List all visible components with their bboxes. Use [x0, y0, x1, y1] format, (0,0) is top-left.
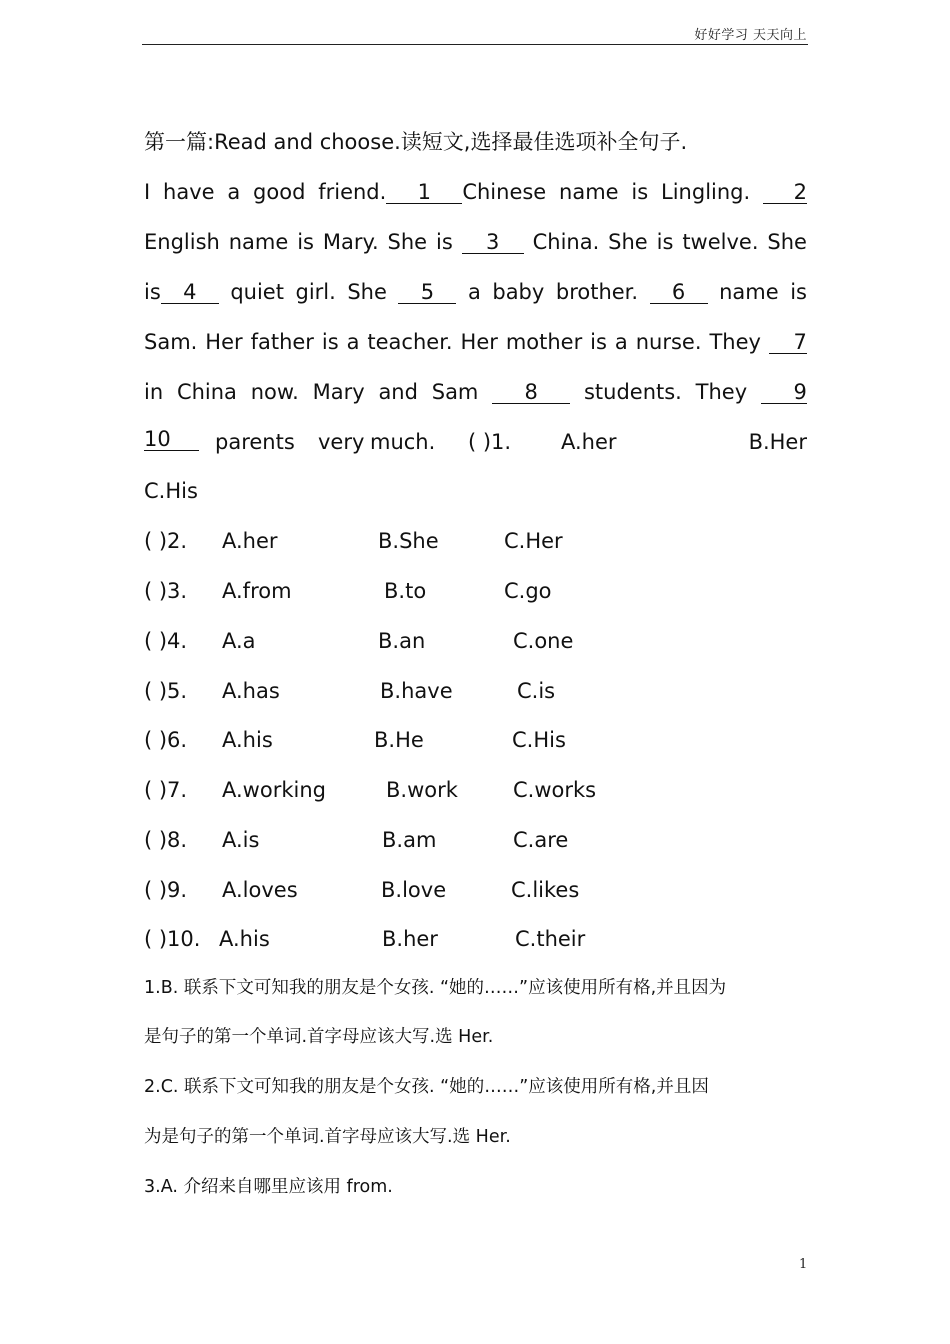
word: Lingling. [661, 180, 751, 204]
blank-6: 6 [650, 281, 708, 304]
question-number: ( )3. [144, 579, 188, 603]
passage-line [144, 228, 807, 256]
option-b: B.love [381, 878, 447, 902]
header-text: 好好学习 天天向上 [694, 28, 807, 43]
question-number: ( )6. [144, 728, 188, 752]
header-rule [142, 44, 808, 45]
option-b: B.have [380, 679, 453, 703]
word: name [228, 230, 289, 254]
passage-line [144, 378, 807, 406]
question-number: ( )4. [144, 629, 188, 653]
word: Sam. [144, 330, 198, 354]
option-b: B.She [378, 529, 439, 553]
word: father [250, 330, 314, 354]
page-number: 1 [799, 1257, 808, 1272]
option-a: A.is [222, 828, 260, 852]
option-c: C.works [513, 778, 597, 802]
answer-line: 是句子的第一个单词.首字母应该大写.选 Her. [144, 1027, 494, 1047]
word: very [318, 430, 365, 454]
option-c: C.their [515, 927, 586, 951]
word: nurse. [635, 330, 702, 354]
answer-line: 1.B. 联系下文可知我的朋友是个女孩. “她的……”应该使用所有格,并且因为 [144, 978, 727, 998]
word: a [346, 330, 360, 354]
option-a: A.loves [222, 878, 298, 902]
word: Mary. [322, 230, 379, 254]
answer-line: 3.A. 介绍来自哪里应该用 from. [144, 1177, 393, 1197]
word: is [590, 330, 607, 354]
word: Her [460, 330, 498, 354]
option-b: B.am [382, 828, 437, 852]
question-number: ( )2. [144, 529, 188, 553]
option-b: B.an [378, 629, 426, 653]
word: Sam [431, 380, 479, 404]
option-a: A.working [222, 778, 326, 802]
blank-10: 10 [144, 428, 199, 451]
word: She [387, 230, 428, 254]
word: girl. [295, 280, 336, 304]
word-group [318, 178, 546, 206]
option-a: A.a [222, 629, 256, 653]
passage-line [144, 278, 807, 306]
word: and [378, 380, 418, 404]
word: Mary [312, 380, 365, 404]
passage-line [144, 328, 807, 356]
word: Chinese [462, 180, 547, 204]
passage-line [144, 178, 807, 206]
blank-8: 8 [492, 381, 570, 404]
question-number: ( )10. [144, 927, 201, 951]
option-a: A.has [222, 679, 280, 703]
word: name [559, 180, 619, 204]
word: China. [532, 230, 600, 254]
question-1-option-b: B.Her [748, 430, 807, 454]
word: She [347, 280, 387, 304]
word: is [436, 230, 453, 254]
word: a [227, 180, 241, 204]
word: a [467, 280, 481, 304]
option-c: C.likes [511, 878, 580, 902]
blank-9: 9 [761, 381, 807, 404]
word: now. [250, 380, 299, 404]
word: brother. [555, 280, 639, 304]
word: mother [505, 330, 583, 354]
blank-7: 7 [769, 331, 807, 354]
word: twelve. [682, 230, 759, 254]
answer-line: 2.C. 联系下文可知我的朋友是个女孩. “她的……”应该使用所有格,并且因 [144, 1077, 709, 1097]
option-b: B.to [384, 579, 427, 603]
blank-4: 4 [161, 281, 219, 304]
question-number: ( )5. [144, 679, 188, 703]
word: much. [370, 430, 436, 454]
blank-3: 3 [462, 231, 524, 254]
word: is [656, 230, 674, 254]
option-b: B.work [386, 778, 458, 802]
word: She [767, 230, 807, 254]
word: They [709, 330, 761, 354]
word: good [253, 180, 306, 204]
word: in [144, 380, 164, 404]
blank-5: 5 [398, 281, 456, 304]
section-title: 第一篇:Read and choose.读短文,选择最佳选项补全句子. [144, 130, 688, 154]
question-number: ( )8. [144, 828, 188, 852]
option-a: A.her [222, 529, 278, 553]
word: name [719, 280, 779, 304]
word: students. [583, 380, 682, 404]
option-b: B.He [374, 728, 424, 752]
option-c: C.Her [504, 529, 563, 553]
word: is [631, 180, 649, 204]
option-c: C.go [504, 579, 552, 603]
question-number: ( )9. [144, 878, 188, 902]
word: quiet [230, 280, 284, 304]
answer-line: 为是句子的第一个单词.首字母应该大写.选 Her. [144, 1127, 511, 1147]
option-a: A.from [222, 579, 292, 603]
option-c: C.His [512, 728, 566, 752]
word: They [695, 380, 748, 404]
option-a: A.his [222, 728, 273, 752]
question-number: ( )7. [144, 778, 188, 802]
word: baby [492, 280, 545, 304]
word: is [297, 230, 314, 254]
word: is [144, 280, 161, 304]
question-1-option-a: A.her [561, 430, 617, 454]
word: parents [215, 430, 295, 454]
word: a [614, 330, 628, 354]
word: teacher. [367, 330, 453, 354]
word: China [176, 380, 237, 404]
option-c: C.one [513, 629, 574, 653]
word: is [321, 330, 339, 354]
word: is [790, 280, 807, 304]
option-b: B.her [382, 927, 438, 951]
option-c: C.is [517, 679, 556, 703]
option-c: C.are [513, 828, 569, 852]
option-a: A.his [219, 927, 270, 951]
question-1-option-c: C.His [144, 479, 198, 503]
word: have [163, 180, 215, 204]
blank-2: 2 [763, 181, 807, 204]
blank-1: 1 [386, 181, 462, 204]
word: Her [205, 330, 243, 354]
passage-line [144, 477, 807, 505]
word: I [144, 180, 151, 204]
word: She [608, 230, 648, 254]
word-group [144, 278, 219, 306]
word: friend. [318, 180, 387, 204]
question-1-number: ( )1. [468, 430, 512, 454]
word: English [144, 230, 220, 254]
